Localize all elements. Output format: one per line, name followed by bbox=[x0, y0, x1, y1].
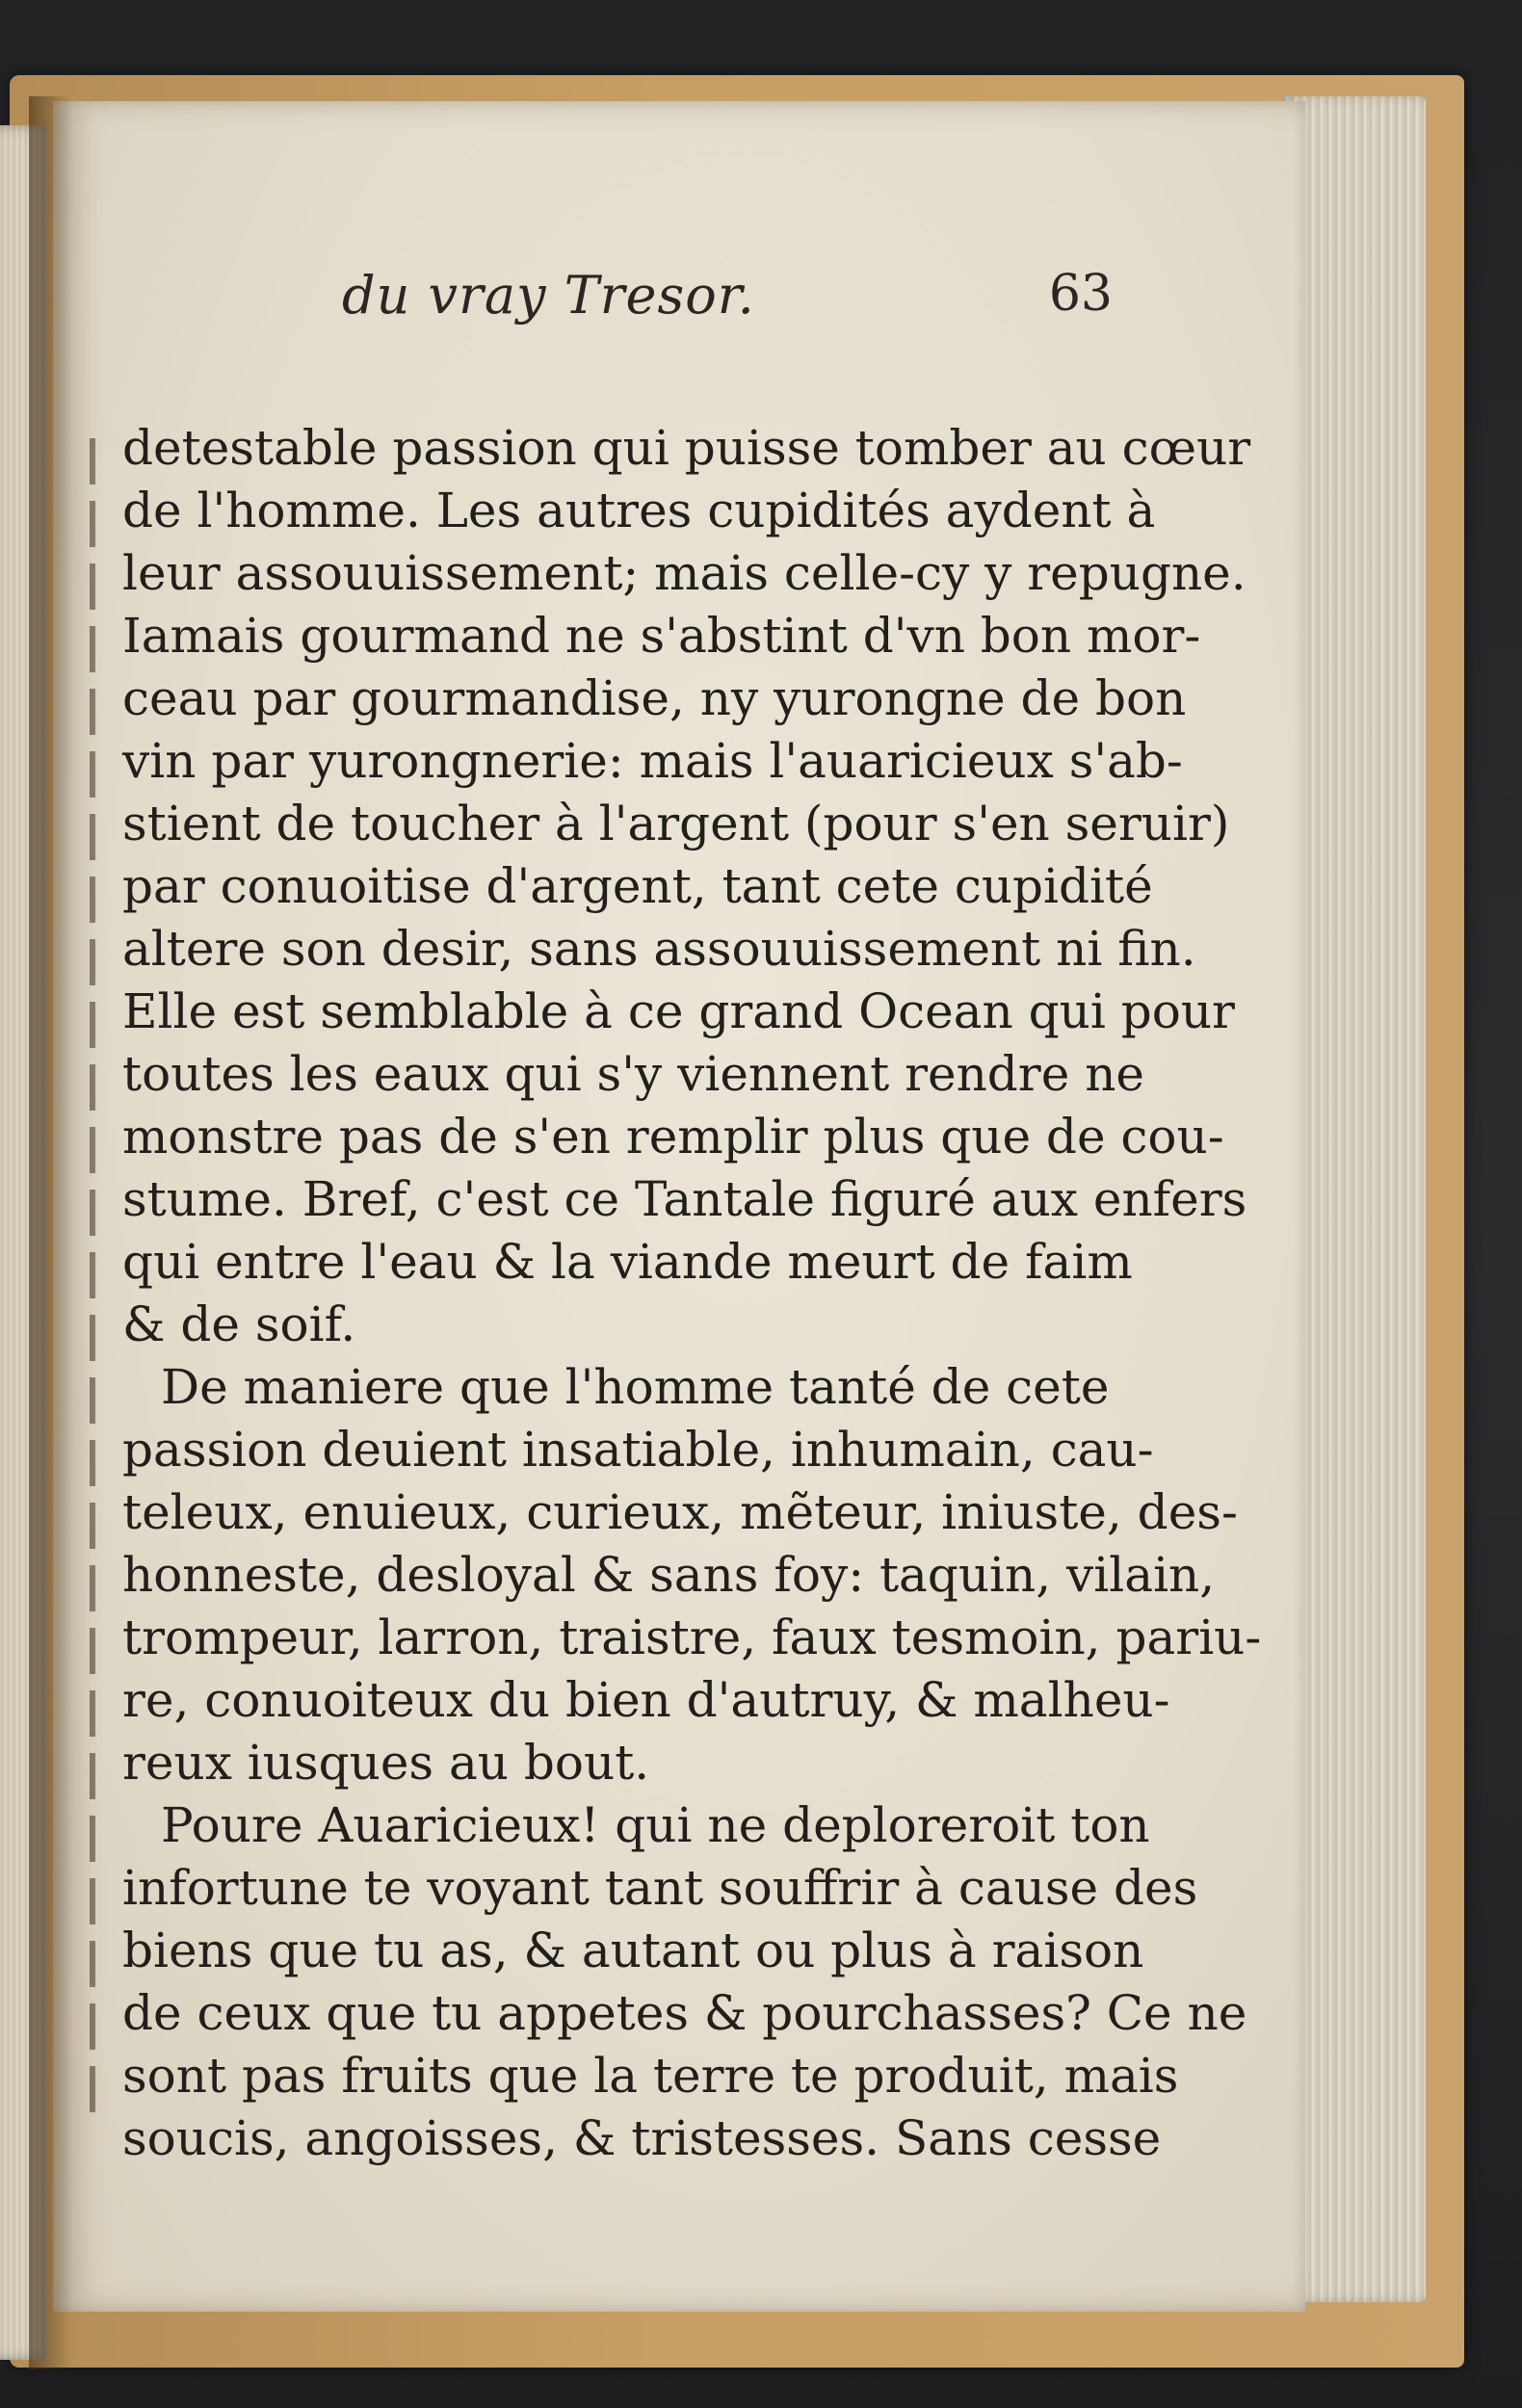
margin-mark bbox=[90, 877, 95, 923]
text-line: soucis, angoisses, & tristesses. Sans cesse bbox=[122, 2110, 1162, 2166]
text-line: qui entre l'eau & la viande meurt de faim bbox=[122, 1234, 1133, 1290]
text-line: trompeur, larron, traistre, faux tesmoin, pariu- bbox=[122, 1610, 1262, 1665]
body-text bbox=[122, 417, 1262, 2170]
text-line: Poure Auaricieux! qui ne deploreroit ton bbox=[161, 1797, 1150, 1853]
margin-mark bbox=[90, 1190, 95, 1236]
text-line: altere son desir, sans assouuissement ni fin. bbox=[122, 921, 1196, 977]
text-line: de ceux que tu appetes & pourchasses? Ce ne bbox=[122, 1985, 1247, 2041]
margin-mark bbox=[90, 689, 95, 735]
book-page bbox=[53, 101, 1305, 2312]
text-line: & de soif. bbox=[122, 1296, 356, 1352]
text-line: Iamais gourmand ne s'abstint d'vn bon mor- bbox=[122, 608, 1201, 664]
margin-mark bbox=[90, 2003, 95, 2050]
text-line: Elle est semblable à ce grand Ocean qui pour bbox=[122, 983, 1235, 1039]
margin-mark bbox=[90, 1315, 95, 1361]
text-line: toutes les eaux qui s'y viennent rendre ne bbox=[122, 1046, 1144, 1102]
text-line: de l'homme. Les autres cupidités aydent à bbox=[122, 483, 1156, 538]
margin-mark bbox=[90, 939, 95, 985]
text-line: stient de toucher à l'argent (pour s'en seruir) bbox=[122, 796, 1230, 851]
margin-mark bbox=[90, 1690, 95, 1737]
text-line: ceau par gourmandise, ny yurongne de bon bbox=[122, 670, 1187, 726]
text-line: sont pas fruits que la terre te produit, mais bbox=[122, 2048, 1179, 2104]
margin-mark bbox=[90, 1252, 95, 1298]
margin-mark bbox=[90, 1565, 95, 1611]
text-line: infortune te voyant tant souffrir à cause des bbox=[122, 1860, 1198, 1916]
margin-mark bbox=[90, 1064, 95, 1111]
margin-mark bbox=[90, 1002, 95, 1048]
margin-mark bbox=[90, 1628, 95, 1674]
margin-mark bbox=[90, 2066, 95, 2112]
margin-mark bbox=[90, 1816, 95, 1862]
text-line: reux iusques au bout. bbox=[122, 1735, 650, 1791]
text-line: passion deuient insatiable, inhumain, cau- bbox=[122, 1422, 1154, 1478]
text-line: re, conuoiteux du bien d'autruy, & malheu- bbox=[122, 1672, 1170, 1728]
text-line: detestable passion qui puisse tomber au cœur bbox=[122, 420, 1251, 476]
margin-mark bbox=[90, 814, 95, 860]
text-line: honneste, desloyal & sans foy: taquin, vilain, bbox=[122, 1547, 1216, 1603]
page-number: 63 bbox=[1048, 265, 1113, 323]
text-line: vin par yurongnerie: mais l'auaricieux s'ab- bbox=[122, 733, 1183, 789]
margin-mark bbox=[90, 563, 95, 610]
margin-mark bbox=[90, 1440, 95, 1486]
gutter-shadow bbox=[29, 96, 72, 2369]
margin-mark bbox=[90, 1753, 95, 1799]
margin-mark bbox=[90, 1941, 95, 1987]
text-line: stume. Bref, c'est ce Tantale figuré aux enfers bbox=[122, 1171, 1247, 1227]
margin-mark bbox=[90, 501, 95, 547]
page-header bbox=[342, 265, 1113, 342]
margin-mark bbox=[90, 1503, 95, 1549]
text-line: par conuoitise d'argent, tant cete cupidité bbox=[122, 858, 1153, 914]
text-line: monstre pas de s'en remplir plus que de cou- bbox=[122, 1109, 1224, 1165]
text-line: leur assouuissement; mais celle-cy y repugne. bbox=[122, 545, 1246, 601]
margin-mark bbox=[90, 1878, 95, 1924]
margin-mark bbox=[90, 626, 95, 672]
text-line: biens que tu as, & autant ou plus à raison bbox=[122, 1923, 1144, 1978]
margin-mark bbox=[90, 438, 95, 484]
margin-mark bbox=[90, 1127, 95, 1173]
text-line: De maniere que l'homme tanté de cete bbox=[161, 1359, 1110, 1415]
margin-mark bbox=[90, 1377, 95, 1424]
running-title: du vray Tresor. bbox=[342, 265, 755, 326]
text-line: teleux, enuieux, curieux, mẽteur, iniuste, des- bbox=[122, 1484, 1238, 1540]
margin-mark bbox=[90, 751, 95, 798]
